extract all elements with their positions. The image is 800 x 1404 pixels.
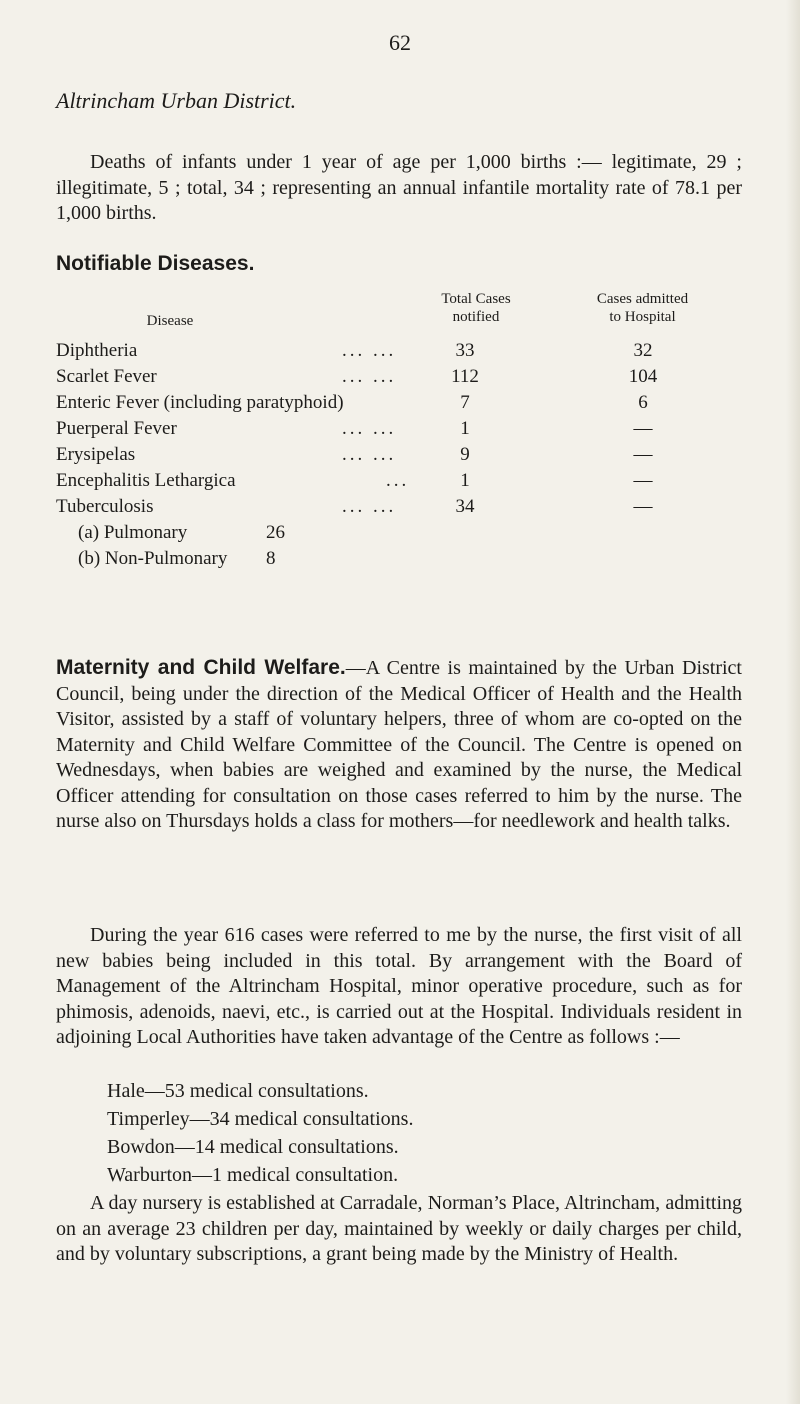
cases-admitted: 6 [638,392,648,413]
cases-admitted: — [633,444,653,465]
notifiable-diseases-heading: Notifiable Diseases. [56,252,255,275]
col-header-total-line2: notified [452,309,500,325]
consultation-line: Timperley—34 medical consultations. [107,1108,414,1130]
cases-admitted: — [633,496,653,517]
maternity-paragraph [56,655,742,835]
col-header-total-line1: Total Cases [441,291,511,307]
disease-name: Puerperal Fever [56,418,177,439]
col-header-cases-admitted [555,290,730,326]
col-header-total-cases [405,290,547,326]
cases-notified: 1 [460,470,470,491]
cases-admitted: — [633,418,653,439]
disease-name: Diphtheria [56,340,138,361]
consultation-line: Bowdon—14 medical consultations. [107,1136,399,1158]
cases-notified: 7 [460,392,470,413]
table-row [56,442,746,468]
day-nursery-paragraph: A day nursery is established at Carradale, Norman’s Place, Altrincham, admitting on an average 23 children per day, maintained by weekly or daily charges per child, and by voluntary subscriptions, a grant being made by the Ministry of Health. [56,1192,742,1265]
leader-dots: ... ... [342,496,397,517]
cases-notified: 112 [451,366,479,387]
leader-dots: ... ... [342,444,397,465]
table-row [56,390,746,416]
disease-name: Scarlet Fever [56,366,157,387]
table-row [56,416,746,442]
disease-name: Enteric Fever (including paratyphoid) [56,392,344,413]
table-row [56,364,746,390]
cases-admitted: — [633,470,653,491]
referrals-paragraph: During the year 616 cases were referred to me by the nurse, the first visit of all new babies being included in this total. By arrangement with the Board of Management of the Altrincham Hospital, minor operative procedure, such as for phimosis, adenoids, naevi, etc., is carried out at the Hospital. Individuals resident in adjoining Local Authorities have taken advantage of the Centre as follows :— [56,924,742,1048]
col-header-admitted-line1: Cases admitted [596,291,689,307]
subrow-count: 26 [266,522,285,543]
cases-notified: 9 [460,444,470,465]
page-number: 62 [389,30,411,55]
leader-dots: ... [386,470,410,491]
col-header-disease-label: Disease [146,313,194,329]
subrow-count: 8 [266,548,276,569]
col-header-admitted-line2: to Hospital [609,309,676,325]
maternity-heading: Maternity and Child Welfare. [56,656,346,679]
consultation-line: Warburton—1 medical consultation. [107,1164,399,1186]
table-row [56,468,746,494]
disease-name: Erysipelas [56,444,136,465]
disease-name: Encephalitis Lethargica [56,470,236,491]
disease-name: Tuberculosis [56,496,154,517]
cases-notified: 34 [455,496,475,517]
table-row [56,494,746,520]
cases-admitted: 32 [633,340,653,361]
leader-dots: ... ... [342,418,397,439]
table-row [56,338,746,364]
col-header-disease [95,312,245,330]
consultation-line: Hale—53 medical consultations. [107,1080,369,1102]
cases-notified: 33 [455,340,475,361]
leader-dots: ... ... [342,340,397,361]
cases-notified: 1 [460,418,470,439]
maternity-text: —A Centre is maintained by the Urban District Council, being under the direction of the Medical Officer of Health and the Health Visitor, assisted by a staff of voluntary helpers, three of whom are co-opted on the Maternity and Child Welfare Committee of the Council. The Centre is opened on Wednesdays, when babies are weighed and examined by the nurse, the Medical Officer attending for consultation on those cases referred to him by the nurse. The nurse also on Thursdays holds a class for mothers—for needlework and health talks. [56,657,742,832]
district-title: Altrincham Urban District. [56,88,297,113]
page-edge-shadow [786,0,800,1404]
infant-mortality-paragraph: Deaths of infants under 1 year of age per 1,000 births :— legitimate, 29 ; illegitimate, 5 ; total, 34 ; representing an annual infantile mortality rate of 78.1 per 1,000 births. [56,151,742,224]
subrow-name: (b) Non-Pulmonary [78,548,228,569]
leader-dots: ... ... [342,366,397,387]
cases-admitted: 104 [628,366,658,387]
subrow-name: (a) Pulmonary [78,522,188,543]
